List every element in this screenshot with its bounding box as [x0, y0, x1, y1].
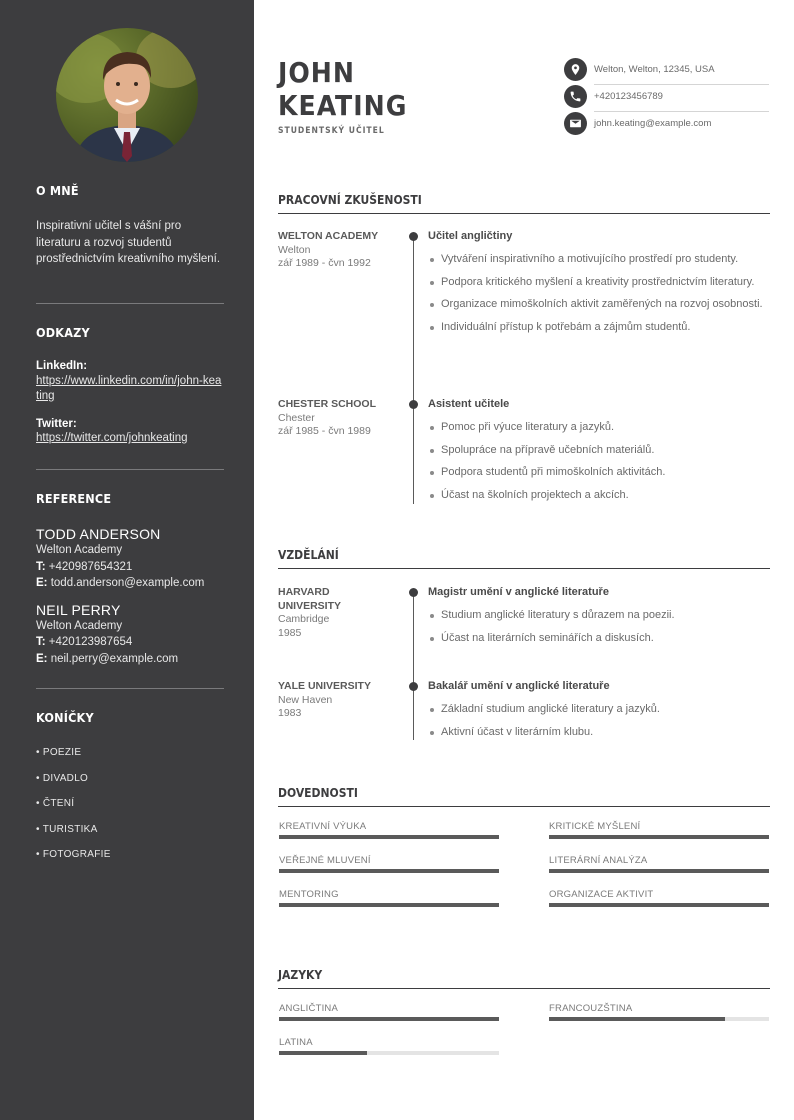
email-label: E:	[36, 577, 48, 589]
contact-email	[564, 112, 769, 139]
reference-email: todd.anderson@example.com	[50, 577, 205, 589]
language-label: ANGLIČTINA	[279, 1003, 339, 1014]
experience-entry	[428, 398, 770, 510]
skill-label: VEŘEJNÉ MLUVENÍ	[279, 855, 371, 866]
language-item	[549, 1003, 769, 1021]
skill-label: KRITICKÉ MYŠLENÍ	[549, 821, 641, 832]
org-place: New Haven	[278, 693, 333, 706]
reference-org: Welton Academy	[36, 544, 123, 556]
references-title: REFERENCE	[36, 491, 112, 506]
timeline-line	[413, 592, 414, 740]
list-item: Podpora studentů při mimoškolních aktivitách.	[428, 465, 770, 480]
language-bar-fill	[279, 1051, 367, 1055]
org-dates: 1985	[278, 626, 302, 639]
education-org	[278, 680, 388, 721]
skills-title: DOVEDNOSTI	[278, 786, 770, 807]
hobby-item: • DIVADLO	[36, 772, 89, 784]
reference-item	[36, 602, 224, 668]
experience-org	[278, 230, 388, 271]
references-section	[36, 491, 224, 667]
first-name: JOHN	[278, 56, 355, 89]
about-section	[36, 183, 224, 268]
skill-bar-fill	[279, 835, 499, 839]
list-item: Individuální přístup k potřebám a zájmům studentů.	[428, 320, 770, 335]
list-item: Pomoc při výuce literatury a jazyků.	[428, 420, 770, 435]
twitter-label: Twitter:	[36, 418, 77, 430]
person-name	[278, 56, 407, 122]
job-title: Učitel angličtiny	[428, 230, 513, 242]
skill-bar-fill	[549, 903, 769, 907]
hobby-item: • ČTENÍ	[36, 798, 75, 809]
language-bar	[279, 1017, 499, 1021]
languages-title: JAZYKY	[278, 968, 770, 989]
job-title: Asistent učitele	[428, 398, 510, 410]
skill-bar-fill	[279, 903, 499, 907]
org-name: WELTON ACADEMY	[278, 230, 379, 242]
hobbies-title: KONÍČKY	[36, 710, 94, 725]
linkedin-label: LinkedIn:	[36, 360, 88, 372]
reference-phone: +420987654321	[48, 560, 133, 573]
about-text: Inspirativní učitel s vášní pro literaturu a rozvoj studentů prostřednictvím kreativního myšlení.	[36, 220, 221, 265]
list-item: Organizace mimoškolních aktivit zaměřených na rozvoj osobnosti.	[428, 297, 770, 312]
twitter-link[interactable]: https://twitter.com/johnkeating	[36, 432, 188, 444]
skill-label: ORGANIZACE AKTIVIT	[549, 889, 654, 900]
address-text: Welton, Welton, 12345, USA	[594, 64, 715, 75]
phone-icon	[564, 85, 587, 108]
language-bar	[549, 1017, 769, 1021]
degree-title: Magistr umění v anglické literatuře	[428, 586, 609, 598]
language-label: LATINA	[279, 1037, 313, 1048]
list-item: Spolupráce na přípravě učebních materiálů.	[428, 443, 770, 458]
language-bar-fill	[549, 1017, 725, 1021]
experience-org	[278, 398, 388, 439]
skill-bar	[549, 903, 769, 907]
timeline-dot	[409, 400, 418, 409]
skill-item	[549, 855, 769, 873]
skill-bar	[279, 903, 499, 907]
skill-bar	[549, 835, 769, 839]
language-item	[279, 1003, 499, 1021]
degree-title: Bakalář umění v anglické literatuře	[428, 680, 610, 692]
location-pin-icon	[564, 58, 587, 81]
list-item: Aktivní účast v literárním klubu.	[428, 725, 770, 740]
sidebar	[0, 0, 254, 1120]
skill-item	[279, 821, 499, 839]
skill-bar	[279, 835, 499, 839]
contact-phone	[564, 85, 769, 112]
timeline-dot	[409, 232, 418, 241]
hobby-item: • TURISTIKA	[36, 823, 98, 835]
list-item: Podpora kritického myšlení a kreativity prostřednictvím literatury.	[428, 275, 770, 290]
skill-bar	[549, 869, 769, 873]
education-entry	[428, 680, 770, 747]
phone-text: +420123456789	[594, 91, 663, 102]
skill-label: MENTORING	[279, 889, 339, 900]
about-title: O MNĚ	[36, 183, 79, 198]
skill-label: KREATIVNÍ VÝUKA	[279, 821, 367, 832]
links-section	[36, 325, 224, 446]
language-bar	[279, 1051, 499, 1055]
skill-bar-fill	[279, 869, 499, 873]
email-label: E:	[36, 652, 48, 665]
experience-title: PRACOVNÍ ZKUŠENOSTI	[278, 193, 770, 214]
skill-item	[549, 821, 769, 839]
org-dates: zář 1989 - čvn 1992	[278, 257, 371, 269]
reference-item	[36, 526, 224, 592]
hobby-item: • FOTOGRAFIE	[36, 849, 111, 860]
hobbies-section	[36, 710, 224, 875]
list-item: Základní studium anglické literatury a jazyků.	[428, 702, 770, 717]
last-name: KEATING	[278, 89, 408, 122]
org-name: YALE UNIVERSITY	[278, 680, 371, 692]
language-label: FRANCOUZŠTINA	[549, 1003, 633, 1014]
org-place: Chester	[278, 411, 315, 424]
divider	[36, 688, 224, 689]
person-role: STUDENTSKÝ UČITEL	[278, 126, 385, 136]
skill-label: LITERÁRNÍ ANALÝZA	[549, 855, 648, 866]
reference-phone: +420123987654	[48, 636, 133, 648]
person-photo-icon	[56, 28, 198, 162]
org-place: Welton	[278, 243, 311, 256]
linkedin-link[interactable]: https://www.linkedin.com/in/john-keating	[36, 375, 222, 402]
education-org	[278, 586, 388, 640]
org-dates: 1983	[278, 707, 302, 719]
timeline-line	[413, 236, 414, 504]
skill-item	[549, 889, 769, 907]
divider	[36, 303, 224, 304]
org-name: CHESTER SCHOOL	[278, 398, 377, 410]
profile-photo	[56, 28, 198, 162]
reference-email: neil.perry@example.com	[50, 652, 179, 665]
email-text: john.keating@example.com	[594, 118, 712, 129]
envelope-icon	[564, 112, 587, 135]
phone-label: T:	[36, 560, 46, 573]
org-name: HARVARD UNIVERSITY	[278, 586, 342, 612]
hobby-item: • POEZIE	[36, 747, 82, 758]
links-title: ODKAZY	[36, 325, 90, 340]
skill-bar	[279, 869, 499, 873]
experience-entry	[428, 230, 770, 342]
phone-label: T:	[36, 636, 46, 648]
org-place: Cambridge	[278, 613, 330, 625]
skill-bar-fill	[549, 835, 769, 839]
language-bar-fill	[279, 1017, 499, 1021]
timeline-dot	[409, 682, 418, 691]
language-item	[279, 1037, 499, 1055]
education-title: VZDĚLÁNÍ	[278, 548, 770, 569]
list-item: Studium anglické literatury s důrazem na poezii.	[428, 608, 770, 623]
contact-address	[564, 58, 769, 85]
reference-org: Welton Academy	[36, 619, 123, 632]
list-item: Vytváření inspirativního a motivujícího prostředí pro studenty.	[428, 252, 770, 267]
list-item: Účast na školních projektech a akcích.	[428, 488, 770, 503]
divider	[36, 469, 224, 470]
list-item: Účast na literárních seminářích a diskusích.	[428, 631, 770, 646]
education-entry	[428, 586, 770, 653]
skill-bar-fill	[549, 869, 769, 873]
org-dates: zář 1985 - čvn 1989	[278, 425, 371, 437]
reference-name: NEIL PERRY	[36, 601, 121, 618]
skill-item	[279, 889, 499, 907]
reference-name: TODD ANDERSON	[36, 526, 161, 542]
skill-item	[279, 855, 499, 873]
timeline-dot	[409, 588, 418, 597]
